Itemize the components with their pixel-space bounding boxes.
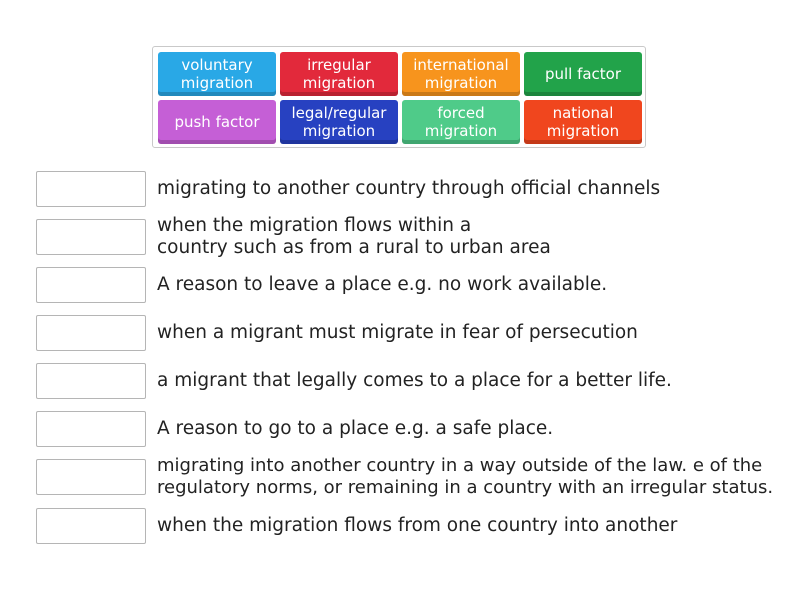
tile-label: national migration	[546, 104, 620, 140]
drop-slot[interactable]	[36, 411, 146, 447]
clue-text: a migrant that legally comes to a place for a better life.	[157, 370, 672, 391]
clue-text: A reason to leave a place e.g. no work available.	[157, 274, 608, 295]
answer-bank	[152, 46, 646, 148]
clue-text: migrating to another country through official channels	[157, 178, 661, 199]
match-row	[36, 411, 796, 447]
tile-push-factor[interactable]	[158, 100, 276, 144]
clue-text: when a migrant must migrate in fear of persecution	[157, 322, 638, 343]
drop-slot[interactable]	[36, 363, 146, 399]
tile-label: voluntary migration	[180, 56, 254, 92]
tile-pull-factor[interactable]	[524, 52, 642, 96]
drop-slot[interactable]	[36, 508, 146, 544]
match-row	[36, 363, 796, 399]
match-row	[36, 455, 796, 498]
tile-label: forced migration	[424, 104, 498, 140]
match-row	[36, 267, 796, 303]
drop-slot[interactable]	[36, 171, 146, 207]
drop-slot[interactable]	[36, 459, 146, 495]
match-row	[36, 315, 796, 351]
tile-label: legal/regular migration	[291, 104, 387, 140]
tile-forced-migration[interactable]	[402, 100, 520, 144]
match-row	[36, 171, 796, 207]
tile-label: pull factor	[544, 65, 622, 83]
match-row	[36, 215, 796, 258]
clue-text: A reason to go to a place e.g. a safe place.	[157, 418, 554, 439]
tile-label: irregular migration	[302, 56, 376, 92]
tile-label: push factor	[174, 113, 260, 131]
drop-slot[interactable]	[36, 267, 146, 303]
clue-text: when the migration flows within a country such as from a rural to urban area	[157, 215, 551, 258]
drop-slot[interactable]	[36, 315, 146, 351]
tile-legal-regular-migration[interactable]	[280, 100, 398, 144]
clue-text: when the migration flows from one country into another	[157, 515, 678, 536]
tile-national-migration[interactable]	[524, 100, 642, 144]
clue-text: migrating into another country in a way outside of the law. e of the regulatory norms, or remaining in a country with an irregular status.	[157, 455, 774, 498]
match-row	[36, 508, 796, 544]
tile-voluntary-migration[interactable]	[158, 52, 276, 96]
tile-irregular-migration[interactable]	[280, 52, 398, 96]
drop-slot[interactable]	[36, 219, 146, 255]
tile-international-migration[interactable]	[402, 52, 520, 96]
tile-label: international migration	[413, 56, 509, 92]
